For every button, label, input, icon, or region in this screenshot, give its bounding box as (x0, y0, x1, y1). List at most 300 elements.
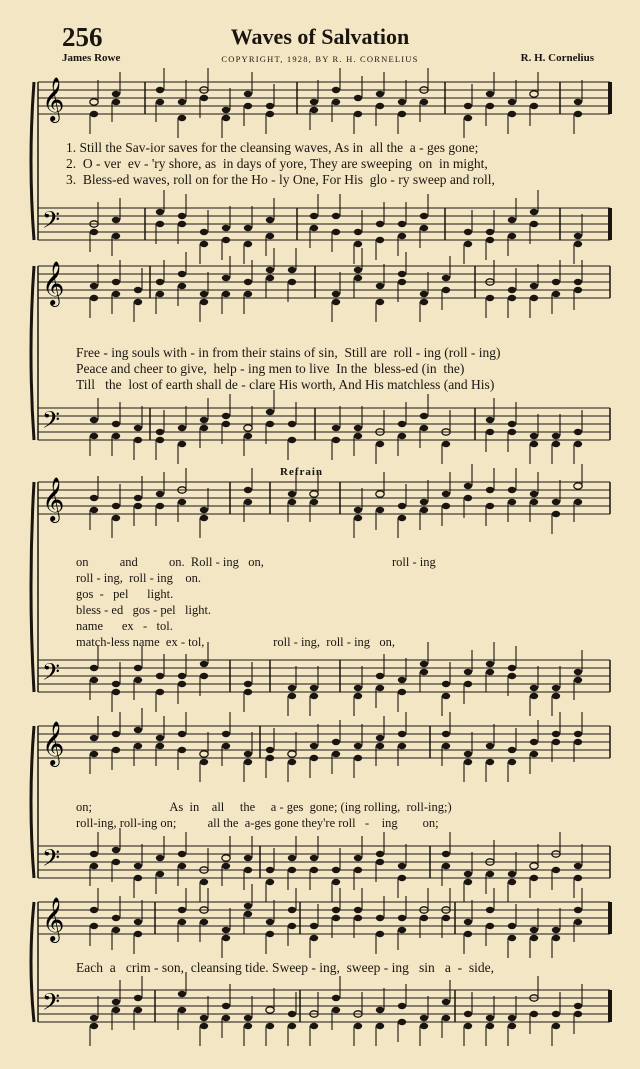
note-head (112, 421, 120, 427)
note-head (156, 99, 164, 105)
note-head (398, 99, 406, 105)
note-head (442, 851, 450, 857)
note-head (332, 915, 340, 921)
note-head (464, 919, 472, 925)
note-head (464, 871, 472, 877)
note-head (486, 417, 494, 423)
note-head (486, 907, 494, 913)
treble-clef: 𝄞 (42, 477, 65, 521)
note-head (222, 1015, 230, 1021)
bass-clef: 𝄢 (42, 658, 61, 691)
note-head (486, 503, 494, 509)
note-head (288, 421, 296, 427)
refrain-line-1b: roll - ing, roll - ing on. (76, 571, 201, 585)
note-head (266, 919, 274, 925)
note-head (332, 867, 340, 873)
note-head (530, 295, 538, 301)
note-head (178, 99, 186, 105)
note-head (134, 727, 142, 733)
composer-credit: R. H. Cornelius (520, 52, 594, 64)
note-head (530, 927, 538, 933)
note-head (552, 867, 560, 873)
note-head (442, 287, 450, 293)
note-head (310, 499, 318, 505)
note-head (530, 751, 538, 757)
note-head (90, 495, 98, 501)
note-head (288, 267, 296, 273)
note-head (332, 299, 340, 305)
note-head (442, 503, 450, 509)
note-head (464, 1011, 472, 1017)
note-head (156, 871, 164, 877)
note-head (222, 291, 230, 297)
brace (31, 902, 34, 1022)
note-head (398, 421, 406, 427)
note-head (332, 99, 340, 105)
note-head (508, 759, 516, 765)
note-head (112, 915, 120, 921)
note-head (156, 429, 164, 435)
note-head (200, 1015, 208, 1021)
bass-clef: 𝄢 (42, 988, 61, 1021)
note-head (464, 681, 472, 687)
note-head (244, 911, 252, 917)
note-head (244, 681, 252, 687)
note-head (574, 111, 582, 117)
note-head (574, 907, 582, 913)
note-head (244, 855, 252, 861)
verse-2-line-2: Peace and cheer to give, help - ing men to live In the bless-ed (in the) (76, 361, 465, 376)
note-head (244, 499, 252, 505)
note-head (420, 413, 428, 419)
note-head (398, 677, 406, 683)
brace (31, 266, 34, 440)
note-head (574, 669, 582, 675)
note-head (552, 927, 560, 933)
note-head (112, 689, 120, 695)
note-head (178, 283, 186, 289)
note-head (310, 935, 318, 941)
note-head (464, 931, 472, 937)
note-head (112, 847, 120, 853)
note-head (90, 433, 98, 439)
note-head (90, 507, 98, 513)
note-head (244, 433, 252, 439)
note-head (200, 507, 208, 513)
note-head (222, 275, 230, 281)
note-head (530, 693, 538, 699)
note-head (156, 689, 164, 695)
note-head (574, 875, 582, 881)
note-head (310, 99, 318, 105)
note-head (398, 731, 406, 737)
lyricist-credit: James Rowe (62, 52, 121, 64)
note-head (200, 759, 208, 765)
note-head (376, 221, 384, 227)
note-head (112, 927, 120, 933)
note-head (574, 731, 582, 737)
note-head (222, 731, 230, 737)
note-head (178, 991, 186, 997)
note-head (244, 103, 252, 109)
note-head (244, 241, 252, 247)
note-head (376, 237, 384, 243)
note-head (486, 759, 494, 765)
note-head (310, 867, 318, 873)
note-head (200, 425, 208, 431)
note-head (552, 935, 560, 941)
note-head (310, 491, 318, 497)
note-head (244, 903, 252, 909)
note-head (90, 417, 98, 423)
note-head (508, 287, 516, 293)
note-head (332, 213, 340, 219)
treble-clef: 𝄞 (42, 897, 65, 941)
note-head (552, 279, 560, 285)
note-head (244, 1023, 252, 1029)
note-head (90, 1015, 98, 1021)
note-head (376, 1023, 384, 1029)
verse-3-line-2: Till the lost of earth shall de - clare His worth, And His matchless (and His) (76, 377, 495, 392)
note-head (156, 491, 164, 497)
note-head (288, 693, 296, 699)
note-head (310, 107, 318, 113)
note-head (200, 95, 208, 101)
note-head (574, 1011, 582, 1017)
note-head (134, 931, 142, 937)
note-head (90, 923, 98, 929)
note-head (112, 279, 120, 285)
note-head (574, 441, 582, 447)
note-head (90, 751, 98, 757)
note-head (266, 879, 274, 885)
note-head (266, 931, 274, 937)
note-head (420, 1015, 428, 1021)
verse-3-line-1: 3. Bless-ed waves, roll on for the Ho - ly One, For His glo - ry sweep and roll, (66, 172, 495, 187)
note-head (222, 1003, 230, 1009)
note-head (508, 499, 516, 505)
note-head (530, 685, 538, 691)
note-head (508, 935, 516, 941)
note-head (530, 441, 538, 447)
note-head (486, 923, 494, 929)
note-head (112, 217, 120, 223)
note-head (530, 209, 538, 215)
note-head (332, 995, 340, 1001)
note-head (178, 681, 186, 687)
note-head (332, 425, 340, 431)
note-head (266, 233, 274, 239)
note-head (310, 1023, 318, 1029)
note-head (156, 209, 164, 215)
note-head (156, 437, 164, 443)
note-head (442, 1015, 450, 1021)
note-head (354, 507, 362, 513)
note-head (112, 515, 120, 521)
note-head (134, 743, 142, 749)
note-head (552, 499, 560, 505)
note-head (288, 751, 296, 757)
note-head (134, 299, 142, 305)
hymn-number: 256 (62, 22, 103, 52)
verse-1-line-1: 1. Still the Sav-ior saves for the cleansing waves, As in all the a - ges gone; (66, 140, 479, 155)
note-head (420, 213, 428, 219)
note-head (464, 1023, 472, 1029)
note-head (288, 279, 296, 285)
note-head (134, 437, 142, 443)
note-head (574, 919, 582, 925)
note-head (310, 855, 318, 861)
note-head (486, 1023, 494, 1029)
note-head (420, 669, 428, 675)
note-head (354, 425, 362, 431)
note-head (376, 491, 384, 497)
note-head (266, 275, 274, 281)
treble-clef: 𝄞 (42, 77, 65, 121)
note-head (134, 919, 142, 925)
note-head (530, 433, 538, 439)
note-head (310, 923, 318, 929)
note-head (508, 879, 516, 885)
note-head (354, 241, 362, 247)
note-head (112, 433, 120, 439)
verse-2-line-1: 2. O - ver ev - 'ry shore, as in days of yore, They are sweeping on in might, (66, 156, 488, 171)
note-head (310, 755, 318, 761)
note-head (222, 855, 230, 861)
note-head (398, 515, 406, 521)
note-head (178, 731, 186, 737)
note-head (354, 907, 362, 913)
refrain-line-1f: match-less name ex - tol, roll - ing, roll - ing on, (76, 635, 396, 649)
note-head (90, 1023, 98, 1029)
note-head (200, 751, 208, 757)
note-head (530, 221, 538, 227)
note-head (552, 685, 560, 691)
note-head (530, 875, 538, 881)
note-head (508, 99, 516, 105)
note-head (288, 685, 296, 691)
note-head (266, 111, 274, 117)
note-head (398, 433, 406, 439)
note-head (244, 689, 252, 695)
note-head (442, 275, 450, 281)
note-head (244, 291, 252, 297)
note-head (200, 515, 208, 521)
note-head (508, 421, 516, 427)
note-head (244, 487, 252, 493)
note-head (288, 855, 296, 861)
note-head (464, 879, 472, 885)
bass-clef: 𝄢 (42, 406, 61, 439)
note-head (200, 919, 208, 925)
note-head (508, 233, 516, 239)
note-head (442, 441, 450, 447)
note-head (90, 283, 98, 289)
note-head (332, 751, 340, 757)
note-head (464, 103, 472, 109)
note-head (266, 867, 274, 873)
note-head (266, 217, 274, 223)
note-head (354, 743, 362, 749)
note-head (178, 499, 186, 505)
note-head (574, 739, 582, 745)
note-head (288, 907, 296, 913)
note-head (486, 429, 494, 435)
note-head (134, 503, 142, 509)
note-head (376, 103, 384, 109)
refrain-line-1c: gos - pel light. (76, 587, 174, 601)
note-head (398, 743, 406, 749)
refrain-line-1d: bless - ed gos - pel light. (76, 603, 212, 617)
note-head (266, 1007, 274, 1013)
note-head (332, 291, 340, 297)
note-head (200, 417, 208, 423)
note-head (266, 421, 274, 427)
note-head (486, 103, 494, 109)
note-head (288, 491, 296, 497)
note-head (134, 1007, 142, 1013)
note-head (530, 91, 538, 97)
note-head (178, 863, 186, 869)
note-head (112, 681, 120, 687)
note-head (398, 875, 406, 881)
note-head (112, 1007, 120, 1013)
note-head (288, 1011, 296, 1017)
note-head (376, 1007, 384, 1013)
note-head (244, 425, 252, 431)
note-head (332, 229, 340, 235)
note-head (376, 685, 384, 691)
note-head (464, 115, 472, 121)
note-head (442, 491, 450, 497)
note-head (354, 229, 362, 235)
hymn-title: Waves of Salvation (230, 24, 410, 49)
note-head (508, 487, 516, 493)
note-head (332, 437, 340, 443)
note-head (376, 735, 384, 741)
note-head (398, 689, 406, 695)
note-head (354, 693, 362, 699)
note-head (200, 229, 208, 235)
note-head (464, 483, 472, 489)
note-head (354, 1023, 362, 1029)
note-head (178, 115, 186, 121)
note-head (310, 693, 318, 699)
note-head (156, 855, 164, 861)
note-head (288, 867, 296, 873)
note-head (354, 515, 362, 521)
note-head (222, 935, 230, 941)
note-head (486, 1015, 494, 1021)
note-head (420, 225, 428, 231)
note-head (222, 863, 230, 869)
note-head (376, 851, 384, 857)
note-head (178, 441, 186, 447)
note-head (354, 267, 362, 273)
note-head (376, 299, 384, 305)
note-head (310, 225, 318, 231)
note-head (508, 871, 516, 877)
note-head (266, 103, 274, 109)
note-head (574, 233, 582, 239)
note-head (442, 731, 450, 737)
note-head (464, 495, 472, 501)
note-head (552, 739, 560, 745)
note-head (574, 241, 582, 247)
note-head (398, 915, 406, 921)
note-head (398, 233, 406, 239)
note-head (222, 421, 230, 427)
note-head (288, 759, 296, 765)
note-head (552, 731, 560, 737)
note-head (156, 673, 164, 679)
note-head (288, 923, 296, 929)
note-head (222, 743, 230, 749)
note-head (134, 863, 142, 869)
note-head (508, 673, 516, 679)
note-head (200, 291, 208, 297)
note-head (376, 441, 384, 447)
note-head (310, 685, 318, 691)
note-head (288, 437, 296, 443)
note-head (200, 241, 208, 247)
note-head (156, 291, 164, 297)
note-head (464, 241, 472, 247)
note-head (112, 999, 120, 1005)
note-head (376, 673, 384, 679)
note-head (486, 743, 494, 749)
note-head (244, 279, 252, 285)
note-head (244, 751, 252, 757)
note-head (222, 107, 230, 113)
note-head (134, 875, 142, 881)
note-head (420, 507, 428, 513)
note-head (112, 291, 120, 297)
note-head (486, 295, 494, 301)
note-head (178, 907, 186, 913)
refrain-line-2b: roll-ing, roll-ing on; all the a-ges gone they're roll - ing on; (76, 816, 439, 830)
note-head (552, 1023, 560, 1029)
note-head (574, 499, 582, 505)
note-head (464, 751, 472, 757)
note-head (354, 433, 362, 439)
note-head (420, 915, 428, 921)
note-head (112, 503, 120, 509)
note-head (508, 747, 516, 753)
note-head (244, 91, 252, 97)
note-head (552, 433, 560, 439)
note-head (530, 103, 538, 109)
refrain-line-2a: on; As in all the a - ges gone; (ing rolling, roll-ing;) (76, 800, 452, 814)
refrain-line-1e: name ex - tol. (76, 619, 173, 633)
note-head (442, 863, 450, 869)
note-head (486, 661, 494, 667)
note-head (178, 221, 186, 227)
note-head (134, 495, 142, 501)
verse-1-line-2: Free - ing souls with - in from their stains of sin, Still are roll - ing (roll - ing) (76, 345, 501, 360)
note-head (508, 429, 516, 435)
note-head (332, 907, 340, 913)
note-head (420, 425, 428, 431)
note-head (398, 1019, 406, 1025)
note-head (552, 441, 560, 447)
note-head (178, 425, 186, 431)
note-head (442, 693, 450, 699)
note-head (420, 291, 428, 297)
note-head (530, 491, 538, 497)
note-head (90, 99, 98, 105)
note-head (90, 665, 98, 671)
